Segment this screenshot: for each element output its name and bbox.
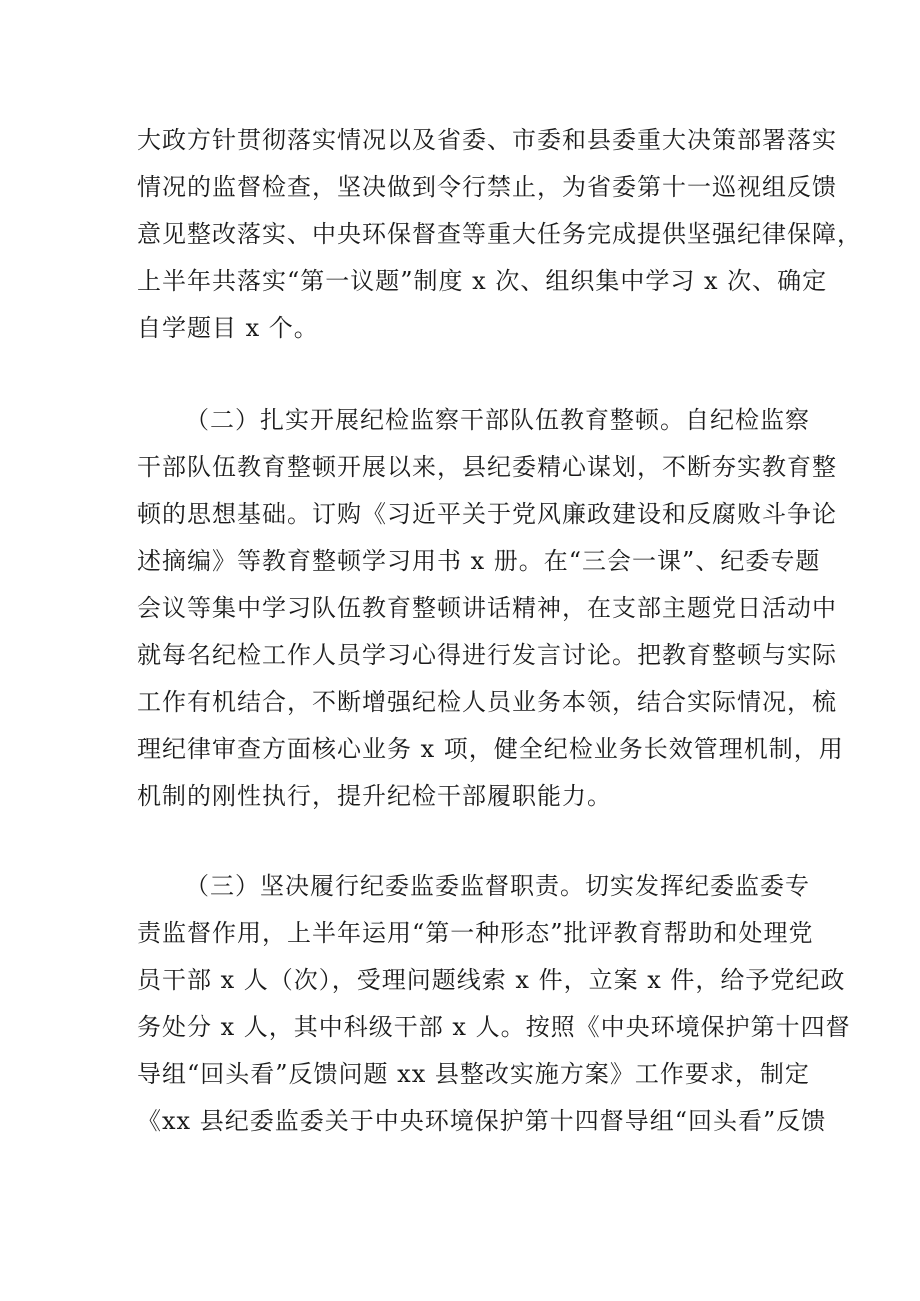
text-line: 上半年共落实“第一议题”制度 x 次、组织集中学习 x 次、确定 [137, 267, 828, 295]
text-line: 责监督作用，上半年运用“第一种形态”批评教育帮助和处理党 [137, 919, 814, 947]
text-line: 述摘编》等教育整顿学习用书 x 册。在“三会一课”、纪委专题 [137, 547, 821, 575]
section-heading-line: （二）扎实开展纪检监察干部队伍教育整顿。自纪检监察 [185, 406, 810, 434]
text-line: 顿的思想基础。订购《习近平关于党风廉政建设和反腐败斗争论 [137, 500, 837, 528]
text-line: 就每名纪检工作人员学习心得进行发言讨论。把教育整顿与实际 [137, 641, 837, 669]
text-line: 务处分 x 人，其中科级干部 x 人。按照《中央环境保护第十四督 [137, 1013, 851, 1041]
text-line: 情况的监督检查，坚决做到令行禁止，为省委第十一巡视组反馈 [137, 173, 837, 201]
text-line: 工作有机结合，不断增强纪检人员业务本领，结合实际情况，梳 [137, 688, 837, 716]
text-line: 自学题目 x 个。 [137, 314, 319, 342]
text-line: 导组“回头看”反馈问题 xx 县整改实施方案》工作要求，制定 [137, 1060, 810, 1088]
paragraph-section-3 [137, 863, 851, 1145]
text-line: 会议等集中学习队伍教育整顿讲话精神，在支部主题党日活动中 [137, 594, 837, 622]
text-line: 干部队伍教育整顿开展以来，县纪委精心谋划，不断夯实教育整 [137, 453, 837, 481]
paragraph-section-2 [137, 397, 844, 820]
paragraph-continuation [137, 117, 862, 352]
text-line: 机制的刚性执行，提升纪检干部履职能力。 [137, 782, 612, 810]
text-line: 意见整改落实、中央环保督查等重大任务完成提供坚强纪律保障， [137, 220, 862, 248]
text-line: 《xx 县纪委监委关于中央环境保护第十四督导组“回头看”反馈 [137, 1107, 827, 1135]
text-line: 员干部 x 人（次），受理问题线索 x 件，立案 x 件，给予党纪政 [137, 966, 846, 994]
text-line: 大政方针贯彻落实情况以及省委、市委和县委重大决策部署落实 [137, 126, 837, 154]
section-heading-line: （三）坚决履行纪委监委监督职责。切实发挥纪委监委专 [185, 872, 810, 900]
text-line: 理纪律审查方面核心业务 x 项，健全纪检业务长效管理机制，用 [137, 735, 844, 763]
